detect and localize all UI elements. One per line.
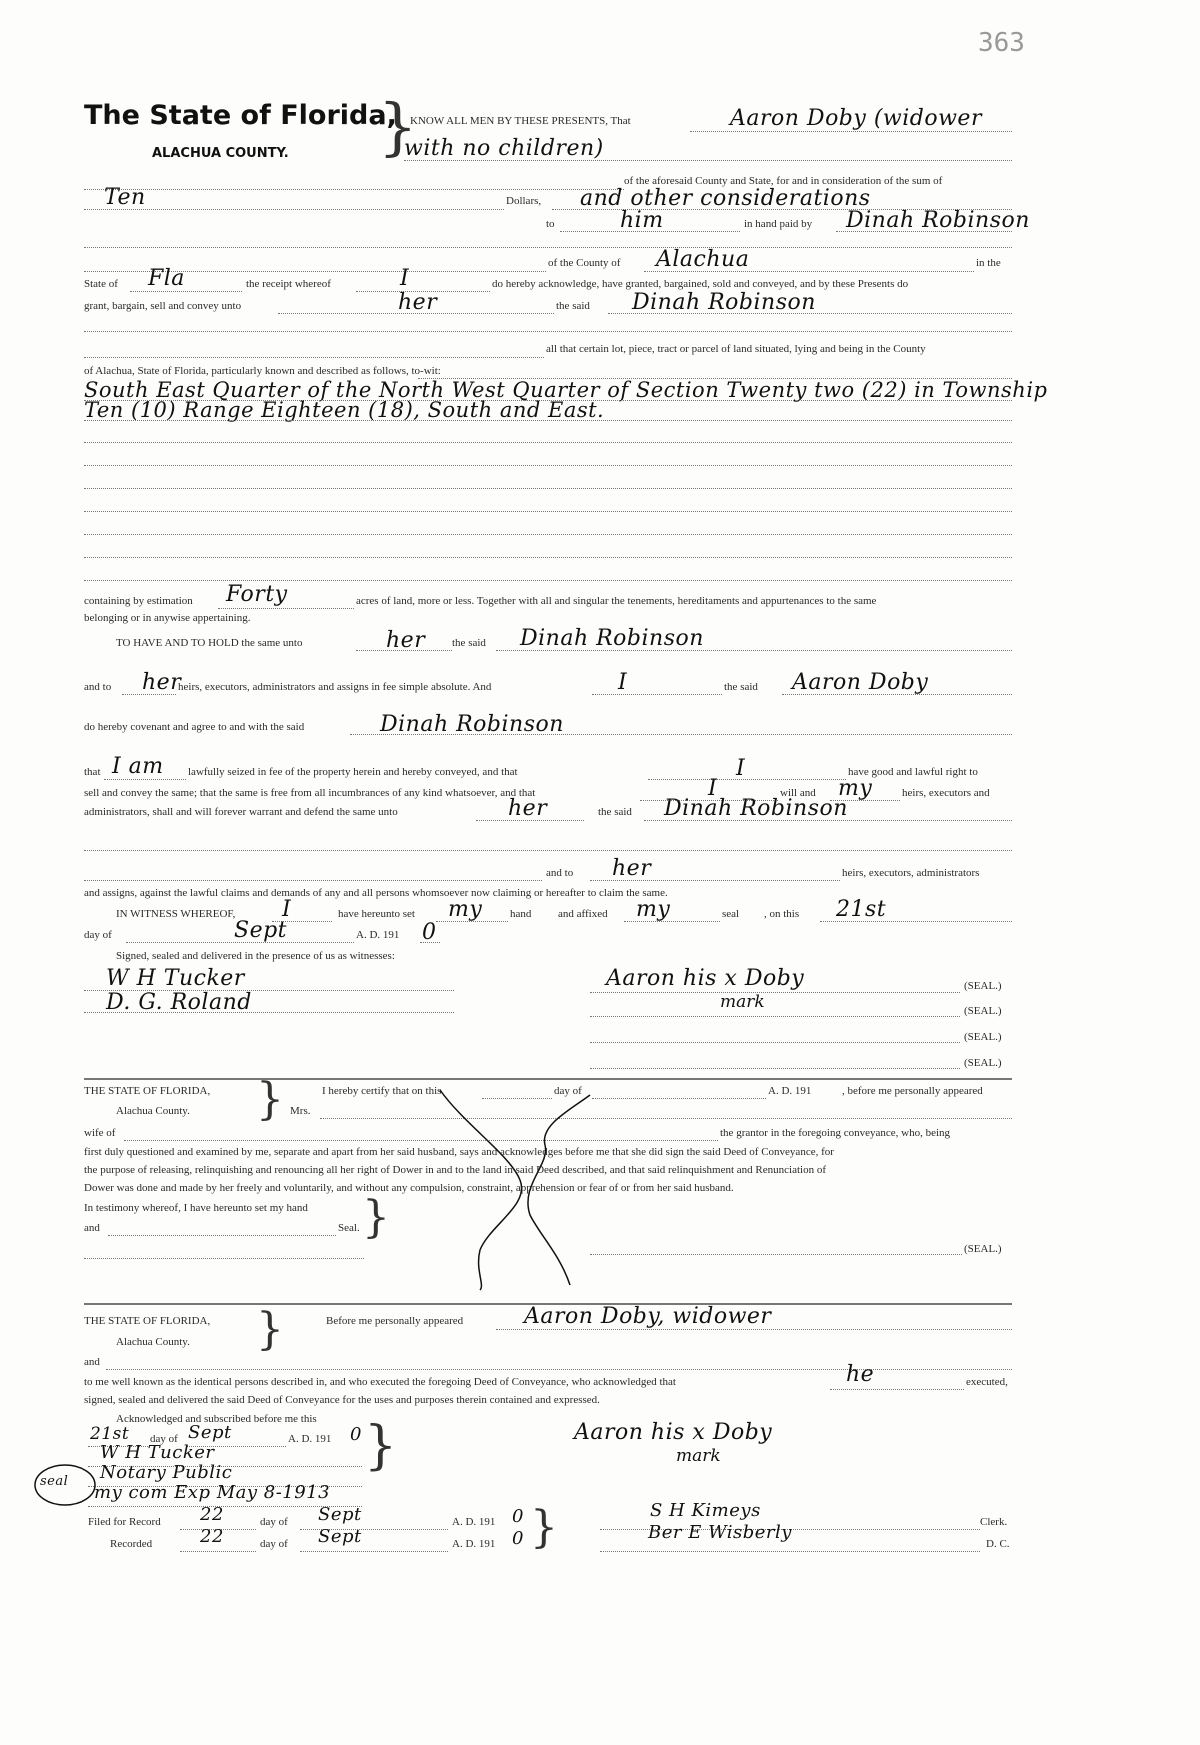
witness-my-handwritten: my: [448, 897, 483, 922]
rule: [820, 921, 1012, 922]
witness-2-signature: D. G. Roland: [106, 990, 252, 1015]
seal-4: (SEAL.): [964, 1057, 1002, 1069]
ack-cert-state: THE STATE OF FLORIDA,: [84, 1315, 211, 1327]
section-divider: [84, 1078, 1012, 1080]
rule: [84, 488, 1012, 489]
dayof-label: day of: [84, 929, 112, 941]
recorded-year-handwritten: 0: [512, 1528, 524, 1549]
grantor-handwritten: Aaron Doby (widower: [730, 106, 982, 131]
covenant-name-handwritten: Dinah Robinson: [380, 712, 564, 737]
dollars-label: Dollars,: [506, 195, 542, 207]
rule: [608, 313, 1012, 314]
that-i-handwritten: I: [736, 756, 746, 781]
grant-label: grant, bargain, sell and convey unto: [84, 300, 242, 312]
wife-cert-day-of: day of: [554, 1085, 582, 1097]
and-to-label: and to: [84, 681, 112, 693]
of-county-label: of the County of: [548, 257, 621, 269]
rule: [130, 291, 242, 292]
rule: [108, 1235, 336, 1236]
rule: [122, 694, 176, 695]
notary-seal-text: seal: [40, 1474, 69, 1489]
ack-cert-ad: A. D. 191: [288, 1433, 332, 1445]
seal-1: (SEAL.): [964, 980, 1002, 992]
rule: [590, 1254, 962, 1255]
witness-on-this: , on this: [764, 908, 800, 920]
county-label: ALACHUA COUNTY.: [152, 146, 289, 161]
recorded-month-handwritten: Sept: [318, 1526, 362, 1547]
consideration-text: of the aforesaid County and State, for and in consideration of the sum of: [624, 175, 943, 187]
rule: [84, 247, 1012, 248]
rule: [836, 231, 1012, 232]
dayof-year-handwritten: 0: [422, 920, 437, 945]
i-am-handwritten: I am: [112, 754, 164, 779]
payer-handwritten: Dinah Robinson: [846, 208, 1030, 233]
and-to-2-text: heirs, executors, administrators: [842, 867, 980, 879]
dayof-ad: A. D. 191: [356, 929, 400, 941]
and-to-name-handwritten: Aaron Doby: [792, 670, 929, 695]
admin-text: administrators, shall and will forever warrant and defend the same unto: [84, 806, 398, 818]
wife-cert-county: Alachua County.: [116, 1105, 190, 1117]
ack-cert-and: and: [84, 1356, 100, 1368]
wife-cert-brace: }: [256, 1074, 284, 1125]
clerk-signature: S H Kimeys: [650, 1500, 761, 1521]
recorded-label: Recorded: [110, 1538, 153, 1550]
rule: [648, 779, 846, 780]
ack-cert-month-handwritten: Sept: [188, 1422, 232, 1443]
rule: [496, 650, 1012, 651]
rule: [180, 1551, 256, 1552]
receipt-label: the receipt whereof: [246, 278, 331, 290]
rule: [84, 331, 1012, 332]
witness-hand: hand: [510, 908, 532, 920]
rule: [84, 1258, 364, 1259]
rule: [104, 779, 186, 780]
deputy-clerk-signature: Ber E Wisberly: [648, 1522, 792, 1543]
wife-cert-ad: A. D. 191: [768, 1085, 812, 1097]
and-to-2-label: and to: [546, 867, 574, 879]
lot-text: all that certain lot, piece, tract or parcel of land situated, lying and being in the County: [546, 343, 926, 355]
ack-cert-name-handwritten: Aaron Doby, widower: [524, 1304, 772, 1329]
rule: [218, 608, 354, 609]
signed-label: Signed, sealed and delivered in the presence of us as witnesses:: [116, 950, 395, 962]
rule: [84, 580, 1012, 581]
ack-cert-day-of: day of: [150, 1433, 178, 1445]
rule: [624, 921, 720, 922]
rule: [496, 1329, 1012, 1330]
habendum-unto-handwritten: her: [386, 628, 426, 653]
rule: [84, 189, 624, 190]
filed-month-handwritten: Sept: [318, 1504, 362, 1525]
witness-have: have hereunto set: [338, 908, 415, 920]
habendum-label: TO HAVE AND TO HOLD the same unto: [116, 637, 303, 649]
wife-cert-wife-of: wife of: [84, 1127, 116, 1139]
rule: [436, 921, 508, 922]
and-to-2-handwritten: her: [612, 856, 652, 881]
rule: [84, 880, 542, 881]
rule: [782, 694, 1012, 695]
rule: [590, 992, 960, 993]
acknowledge-text: do hereby acknowledge, have granted, bargained, sold and conveyed, and by these Presents do: [492, 278, 909, 290]
rule: [350, 734, 1012, 735]
sell-i-handwritten: I: [708, 776, 718, 801]
rule: [590, 1042, 960, 1043]
rule: [126, 942, 354, 943]
wife-cert-grantor: the grantor in the foregoing conveyance, who, being: [720, 1127, 951, 1139]
rule: [592, 694, 722, 695]
notary-commission: my com Exp May 8-1913: [94, 1482, 331, 1503]
fee-simple-text: heirs, executors, administrators and assigns in fee simple absolute. And: [178, 681, 492, 693]
rule: [84, 1012, 454, 1013]
heirs-executors-text: heirs, executors and: [902, 787, 990, 799]
ack-cert-year-handwritten: 0: [350, 1424, 362, 1445]
rule: [84, 850, 1012, 851]
filed-label: Filed for Record: [88, 1516, 161, 1528]
wife-cert-before: , before me personally appeared: [842, 1085, 983, 1097]
wife-cert-p1: first duly questioned and examined by me, separate and apart from her said husband, says and acknowledges before me that she did sign the said Deed of Conveyance, for: [84, 1146, 834, 1158]
grantor-handwritten-2: with no children): [404, 136, 604, 161]
witness-affixed: and affixed: [558, 908, 608, 920]
rule: [830, 1389, 964, 1390]
containing-label: containing by estimation: [84, 595, 193, 607]
notary-signature: W H Tucker: [100, 1442, 215, 1463]
in-the-label: in the: [976, 257, 1001, 269]
ack-cert-ack: Acknowledged and subscribed before me this: [116, 1413, 317, 1425]
record-brace: }: [530, 1502, 558, 1553]
rule: [356, 650, 452, 651]
rule: [84, 534, 1012, 535]
rule: [420, 942, 440, 943]
sell-my-handwritten: my: [838, 776, 873, 801]
witness-my2-handwritten: my: [636, 897, 671, 922]
covenant-label: do hereby covenant and agree to and with the said: [84, 721, 305, 733]
wife-cert-p3: Dower was done and made by her freely and voluntarily, and without any compulsion, constraint, apprehension or fear of or from her said husband.: [84, 1182, 734, 1194]
cancellation-scribble: [420, 1085, 620, 1295]
unto-handwritten: her: [398, 290, 438, 315]
rule: [404, 160, 1012, 161]
admin-name-handwritten: Dinah Robinson: [664, 796, 848, 821]
witness-1-signature: W H Tucker: [106, 966, 245, 991]
wife-cert-and: and: [84, 1222, 100, 1234]
admin-unto-handwritten: her: [508, 796, 548, 821]
amount-handwritten: Ten: [104, 185, 146, 210]
wife-cert-mrs: Mrs.: [290, 1105, 311, 1117]
rule: [644, 271, 974, 272]
recorded-day-of: day of: [260, 1538, 288, 1550]
ack-cert-county: Alachua County.: [116, 1336, 190, 1348]
acres-text: acres of land, more or less. Together with all and singular the tenements, hereditaments and appurtenances to the same: [356, 595, 877, 607]
county-handwritten: Alachua: [656, 247, 750, 272]
ack-cert-p1: to me well known as the identical persons described in, and who executed the foregoing Deed of Conveyance, who acknowledged that: [84, 1376, 676, 1388]
rule: [84, 557, 1012, 558]
paid-by-label: in hand paid by: [744, 218, 813, 230]
rule: [600, 1551, 980, 1552]
ack-cert-day-handwritten: 21st: [90, 1424, 130, 1444]
description-line-2: Ten (10) Range Eighteen (18), South and East.: [84, 398, 605, 422]
state-handwritten: Fla: [148, 266, 185, 291]
assigns-text: and assigns, against the lawful claims and demands of any and all persons whomsoever now claiming or hereafter to claim the same.: [84, 887, 668, 899]
that-label: that: [84, 766, 101, 778]
and-to-handwritten: her: [142, 670, 182, 695]
wife-cert-p2: the purpose of releasing, relinquishing and renouncing all her right of Dower in and to the land in said Deed described, and that said relinquishment and Renunciation of: [84, 1164, 826, 1176]
rule: [106, 1369, 1012, 1370]
sell-text: sell and convey the same; that the same is free from all incumbrances of any kind whatsoever, and that: [84, 787, 536, 799]
ack-cert-brace: }: [256, 1304, 284, 1355]
rule: [84, 442, 1012, 443]
recorded-ad: A. D. 191: [452, 1538, 496, 1550]
rule: [300, 1551, 448, 1552]
wife-cert-seal: Seal.: [338, 1222, 360, 1234]
rule: [476, 820, 584, 821]
rule: [84, 420, 1012, 421]
habendum-said: the said: [452, 637, 486, 649]
to-label: to: [546, 218, 555, 230]
description-line-1: South East Quarter of the North West Quarter of Section Twenty two (22) in Township: [84, 378, 1048, 402]
rule: [590, 1016, 960, 1017]
rule: [590, 880, 840, 881]
notary-brace: }: [364, 1416, 398, 1476]
lawful-right-text: have good and lawful right to: [848, 766, 978, 778]
page-number: 363: [978, 28, 1025, 58]
grantor-mark: mark: [720, 992, 765, 1012]
county-description-text: of Alachua, State of Florida, particularly known and described as follows, to-wit:: [84, 365, 441, 377]
recorded-day-handwritten: 22: [200, 1526, 224, 1547]
know-all-text: KNOW ALL MEN BY THESE PRESENTS, That: [410, 115, 631, 127]
ack-cert-before: Before me personally appeared: [326, 1315, 464, 1327]
the-said-label: the said: [556, 300, 590, 312]
ack-grantor-mark: mark: [676, 1446, 721, 1466]
appertaining-text: belonging or in anywise appertaining.: [84, 612, 251, 624]
seized-text: lawfully seized in fee of the property herein and hereby conveyed, and that: [188, 766, 518, 778]
dc-label: D. C.: [986, 1538, 1010, 1550]
header-brace: }: [378, 90, 418, 163]
rule: [84, 465, 1012, 466]
and-i-handwritten: I: [618, 670, 628, 695]
wife-cert-brace-2: }: [362, 1192, 390, 1243]
filed-ad: A. D. 191: [452, 1516, 496, 1528]
rule: [278, 313, 554, 314]
grantor-signature: Aaron his x Doby: [606, 966, 805, 991]
rule: [644, 820, 1012, 821]
and-to-said: the said: [724, 681, 758, 693]
ack-cert-executed: executed,: [966, 1376, 1008, 1388]
rule: [590, 1068, 960, 1069]
admin-said: the said: [598, 806, 632, 818]
wife-cert-certify: I hereby certify that on this: [322, 1085, 442, 1097]
rule: [84, 209, 504, 210]
ack-grantor-signature: Aaron his x Doby: [574, 1420, 773, 1445]
will-and-label: will and: [780, 787, 816, 799]
habendum-name-handwritten: Dinah Robinson: [520, 626, 704, 651]
ack-cert-he-handwritten: he: [846, 1362, 875, 1387]
rule: [84, 357, 544, 358]
state-of-label: State of: [84, 278, 118, 290]
dayof-month-handwritten: Sept: [234, 918, 288, 943]
rule: [690, 131, 1012, 132]
witness-seal: seal: [722, 908, 740, 920]
to-handwritten: him: [620, 208, 664, 233]
wife-cert-testimony: In testimony whereof, I have hereunto set my hand: [84, 1202, 308, 1214]
witness-i-handwritten: I: [282, 897, 292, 922]
seal-3: (SEAL.): [964, 1031, 1002, 1043]
wife-cert-seal-right: (SEAL.): [964, 1243, 1002, 1255]
rule: [84, 511, 1012, 512]
rule: [560, 231, 740, 232]
filed-day-of: day of: [260, 1516, 288, 1528]
receipt-handwritten: I: [400, 266, 410, 291]
filed-year-handwritten: 0: [512, 1506, 524, 1527]
state-title: The State of Florida,: [84, 100, 397, 131]
seal-2: (SEAL.): [964, 1005, 1002, 1017]
notary-title: Notary Public: [100, 1462, 233, 1483]
wife-cert-state: THE STATE OF FLORIDA,: [84, 1085, 211, 1097]
ack-cert-p2: signed, sealed and delivered the said Deed of Conveyance for the uses and purposes therein contained and expressed.: [84, 1394, 600, 1406]
filed-day-handwritten: 22: [200, 1504, 224, 1525]
other-consideration-handwritten: and other considerations: [580, 186, 871, 211]
grantee-handwritten: Dinah Robinson: [632, 290, 816, 315]
witness-label: IN WITNESS WHEREOF,: [116, 908, 236, 920]
acres-handwritten: Forty: [226, 582, 288, 607]
clerk-label: Clerk.: [980, 1516, 1008, 1528]
witness-day-handwritten: 21st: [836, 897, 887, 922]
